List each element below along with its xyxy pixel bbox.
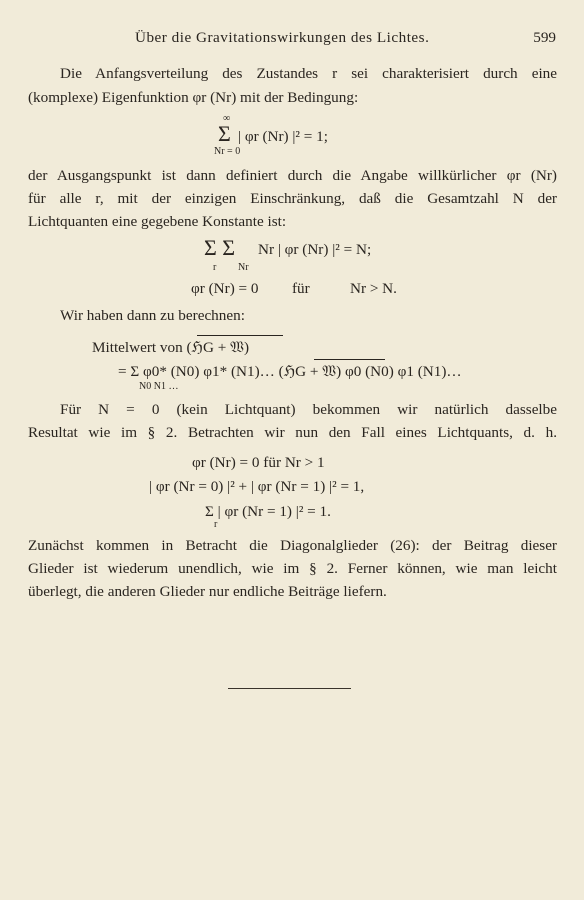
eq1-sum-upper: ∞ [223, 113, 231, 124]
eq3-fuer: für [292, 280, 310, 297]
eq2-sum-signs: Σ Σ [204, 235, 236, 260]
para2-line2: für alle r, mit der einzigen Einschränkung, daß die Gesamtzahl N der [28, 190, 557, 207]
end-rule [228, 688, 351, 689]
para3-line1: Wir haben dann zu berechnen: [60, 307, 245, 324]
eq4-line2: = Σ φ0* (N0) φ1* (N1)… (ℌG + 𝔚) φ0 (N0) φ1 (N1)… [118, 363, 462, 380]
eq5-sum-lower: r [214, 519, 218, 530]
para4-line1: Für N = 0 (kein Lichtquant) bekommen wir natürlich dasselbe [60, 401, 557, 418]
para5-line1: Zunächst kommen in Betracht die Diagonalglieder (26): der Beitrag dieser [28, 537, 557, 554]
eq2-sub-r: r [213, 262, 217, 273]
page-header [0, 26, 584, 48]
eq5-line1: φr (Nr) = 0 für Nr > 1 [192, 454, 325, 471]
para1-line1: Die Anfangsverteilung des Zustandes r sei charakterisiert durch eine [60, 65, 557, 82]
eq2-sub-nr: Nr [238, 262, 249, 273]
eq5-line2: | φr (Nr = 0) |² + | φr (Nr = 1) |² = 1, [149, 478, 365, 495]
para5-line2: Glieder ist wiederum unendlich, wie im § 2. Ferner können, wie man leicht [28, 560, 557, 577]
eq5-line3: Σ | φr (Nr = 1) |² = 1. [205, 503, 331, 520]
eq3-condition: Nr > N. [350, 280, 397, 297]
eq4-sum-lower: N0 N1 … [139, 381, 179, 392]
para2-line1: der Ausgangspunkt ist dann definiert durch die Angabe willkürlicher φr (Nr) [28, 167, 557, 184]
eq3-lhs: φr (Nr) = 0 [191, 280, 259, 297]
eq1-sum-sign: Σ [218, 121, 231, 146]
eq1-sum-lower: Nr = 0 [214, 146, 241, 157]
running-title: Über die Gravitationswirkungen des Lichtes. [135, 29, 430, 46]
para4-line2: Resultat wie im § 2. Betrachten wir nun den Fall eines Lichtquants, d. h. [28, 424, 557, 441]
eq4-overline-1 [197, 335, 283, 336]
eq4-overline-2 [314, 359, 385, 360]
para1-line2: (komplexe) Eigenfunktion φr (Nr) mit der Bedingung: [28, 89, 359, 106]
eq1-body: | φr (Nr) |² = 1; [238, 128, 328, 145]
eq2-body: Nr | φr (Nr) |² = N; [258, 241, 372, 258]
para2-line3: Lichtquanten eine gegebene Konstante ist: [28, 213, 287, 230]
eq4-line1: Mittelwert von (ℌG + 𝔚) [92, 339, 250, 356]
para5-line3: überlegt, die anderen Glieder nur endliche Beiträge liefern. [28, 583, 387, 600]
page-number: 599 [533, 29, 556, 46]
